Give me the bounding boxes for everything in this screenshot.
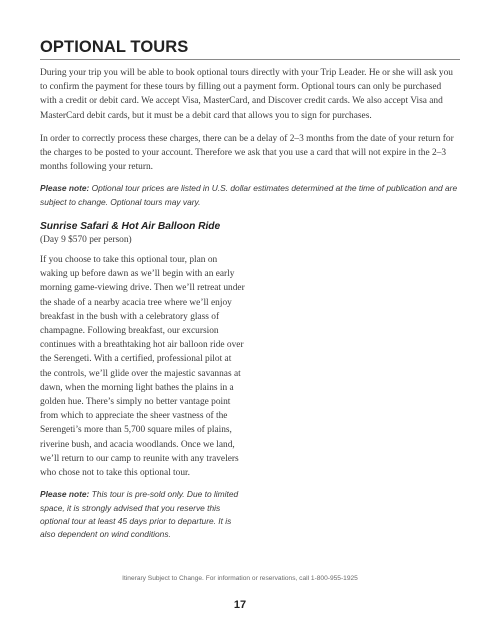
tour-note-label: Please note: <box>40 489 90 500</box>
tour-block <box>40 221 245 542</box>
page-title: OPTIONAL TOURS <box>40 38 460 60</box>
payment-paragraph: During your trip you will be able to book optional tours directly with your Trip Leader. He or she will ask you to confirm the payment for these tours by filling out a payment form. Optional tours can only be purchased with a credit or debit card. We accept Visa, MasterCard, and Discover credit cards. We also accept Visa and MasterCard debit cards, but it must be a debit card that allows you to sign for purchases. <box>40 68 453 121</box>
tour-note-text: This tour is pre-sold only. Due to limited space, it is strongly advised that you reserve this optional tour at least 45 days prior to departure. It is also dependent on wind conditions. <box>40 489 239 540</box>
tour-day-price: (Day 9 $570 per person) <box>40 235 132 245</box>
optional-tours-section <box>40 38 460 209</box>
price-note-text: Optional tour prices are listed in U.S. dollar estimates determined at the time of publication and are subject to change. Optional tours may vary. <box>40 183 458 207</box>
footer-info: Itinerary Subject to Change. For information or reservations, call 1-800-955-1925 <box>122 575 358 582</box>
price-note-label: Please note: <box>40 183 90 194</box>
tour-title: Sunrise Safari & Hot Air Balloon Ride <box>40 221 221 232</box>
page-number: 17 <box>233 599 247 611</box>
charges-paragraph: In order to correctly process these charges, there can be a delay of 2–3 months from the date of your return for the charges to be posted to your account. Therefore we ask that you use a card that will not expire in the 2–3 months following your return. <box>40 133 454 173</box>
price-note <box>40 182 460 209</box>
tour-note <box>40 488 245 542</box>
tour-description: If you choose to take this optional tour, plan on waking up before dawn as we’ll begin with an early morning game-viewing drive. Then we’ll retreat under the shade of a nearby acacia tree where we’ll enjoy breakfast in the bush with a celebratory glass of champagne. Following breakfast, our excursion continues with a breathtaking hot air balloon ride over the Serengeti. With a certified, professional pilot at the controls, we’ll glide over the majestic savannas at dawn, when the morning light bathes the plains in a golden hue. There’s simply no better vantage point from which to appreciate the sheer vastness of the Serengeti’s more than 5,700 square miles of plains, riverine bush, and acacia woodlands. Once we land, we’ll return to our camp to reunite with any travelers who chose not to take this optional tour. <box>40 255 245 479</box>
